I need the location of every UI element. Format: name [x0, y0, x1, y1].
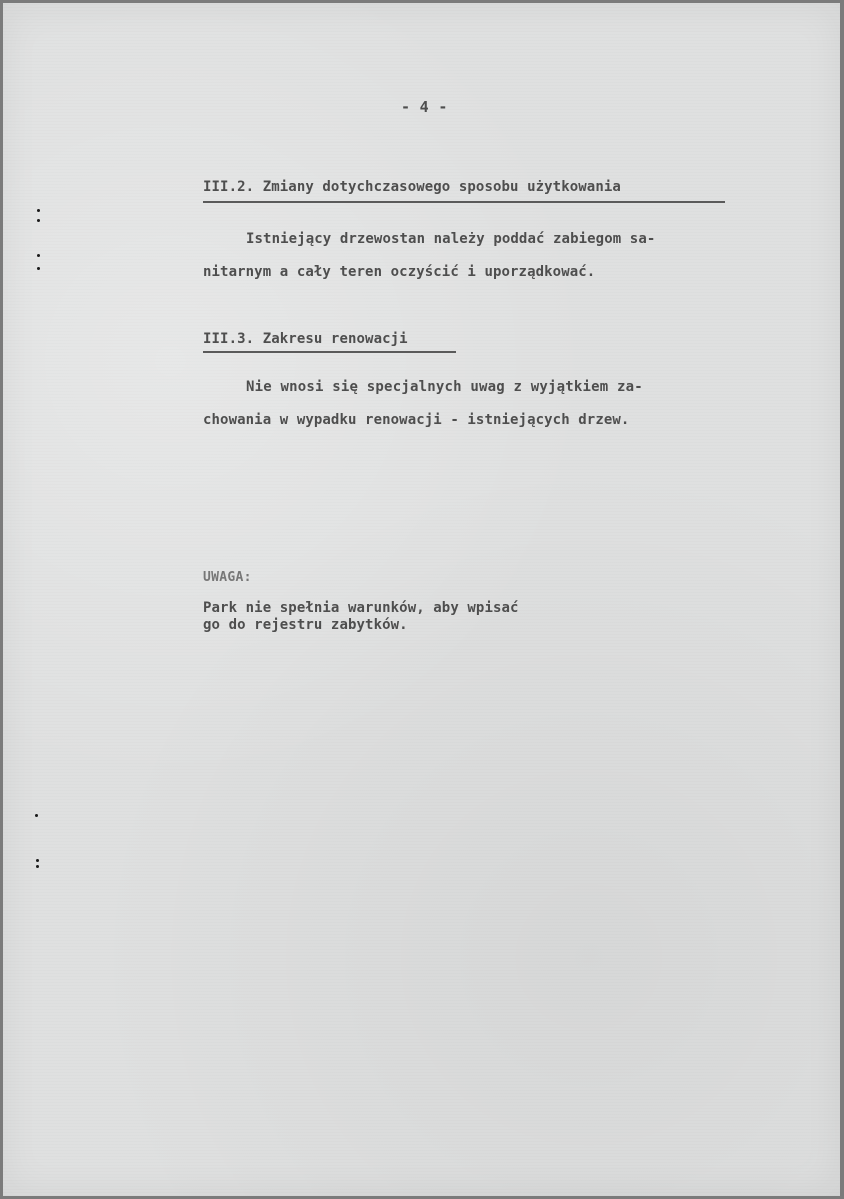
- section-3-heading: III.3. Zakresu renowacji: [203, 331, 408, 347]
- section-3-body-line-1: Nie wnosi się specjalnych uwag z wyjątkiem za-: [246, 379, 643, 395]
- margin-mark: [37, 219, 40, 222]
- section-3-body-line-2: chowania w wypadku renowacji - istniejących drzew.: [203, 412, 630, 428]
- margin-mark: [37, 254, 40, 257]
- margin-mark: [36, 865, 39, 868]
- section-2-body-line-1: Istniejący drzewostan należy poddać zabiegom sa-: [246, 231, 656, 247]
- note-line-2: go do rejestru zabytków.: [203, 617, 408, 633]
- section-2-heading: III.2. Zmiany dotychczasowego sposobu użytkowania: [203, 179, 621, 195]
- section-2-body-line-2: nitarnym a cały teren oczyścić i uporządkować.: [203, 264, 596, 280]
- document-page: [3, 3, 840, 1196]
- page-number: - 4 -: [401, 98, 448, 116]
- note-label: UWAGA:: [203, 570, 252, 585]
- note-line-1: Park nie spełnia warunków, aby wpisać: [203, 600, 519, 616]
- margin-mark: [35, 814, 38, 817]
- section-2-heading-underline: [203, 201, 725, 203]
- margin-mark: [37, 209, 40, 212]
- margin-mark: [36, 859, 39, 862]
- section-3-heading-underline: [203, 351, 456, 353]
- margin-mark: [37, 267, 40, 270]
